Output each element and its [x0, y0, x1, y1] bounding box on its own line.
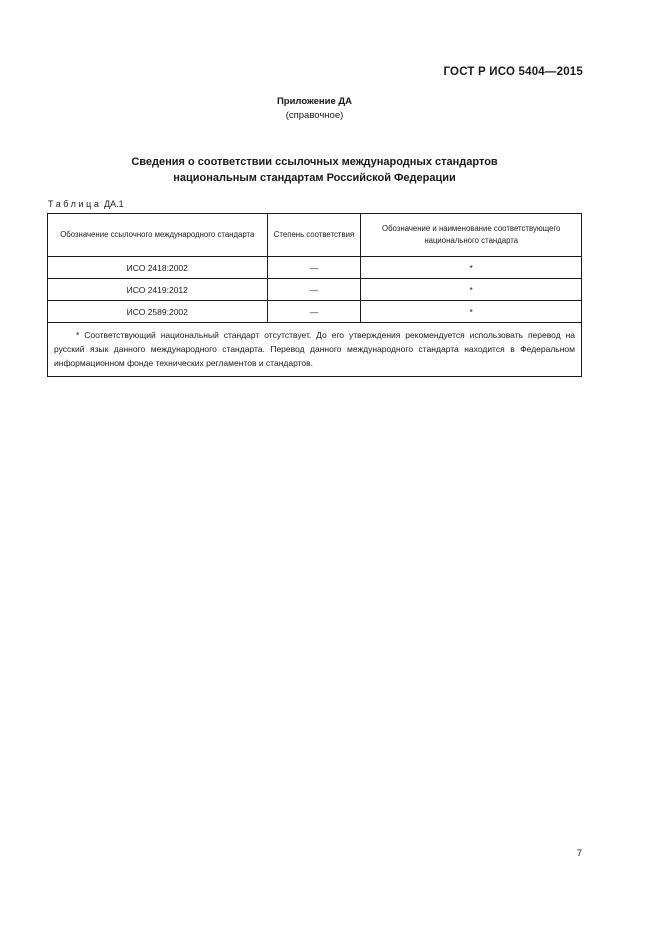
section-title-line2: национальным стандартам Российской Федерации [173, 172, 456, 184]
cell-standard: ИСО 2419:2012 [48, 279, 268, 301]
cell-standard: ИСО 2589:2002 [48, 301, 268, 323]
appendix-heading [0, 95, 629, 123]
cell-national: * [361, 301, 582, 323]
table-caption-word: Таблица [48, 199, 102, 209]
header-degree-of-correspondence: Степень соответствия [267, 214, 361, 257]
table-caption-id: ДА.1 [104, 199, 124, 209]
table-row [48, 279, 582, 301]
table-row [48, 301, 582, 323]
section-title [0, 154, 629, 186]
header-international-standard: Обозначение ссылочного международного стандарта [48, 214, 268, 257]
standards-correspondence-table [47, 213, 582, 377]
cell-national: * [361, 279, 582, 301]
cell-degree: — [267, 257, 361, 279]
cell-standard: ИСО 2418:2002 [48, 257, 268, 279]
appendix-title: Приложение ДА [276, 96, 353, 107]
table-header-row [48, 214, 582, 257]
cell-degree: — [267, 301, 361, 323]
table-footnote-cell [48, 323, 582, 377]
table-row [48, 257, 582, 279]
section-title-line1: Сведения о соответствии ссылочных международных стандартов [131, 156, 498, 168]
cell-degree: — [267, 279, 361, 301]
header-national-standard: Обозначение и наименование соответствующего национального стандарта [361, 214, 582, 257]
table-footnote: * Соответствующий национальный стандарт отсутствует. До его утверждения рекомендуется использовать перевод на русский язык данного международного стандарта. Перевод данного международного стандарта находится в Федеральном информационном фонде технических регламентов и стандартов. [54, 330, 575, 368]
cell-national: * [361, 257, 582, 279]
appendix-subtitle: (справочное) [285, 110, 344, 121]
table-caption [48, 199, 124, 209]
document-code: ГОСТ Р ИСО 5404—2015 [443, 66, 583, 78]
page-number: 7 [576, 848, 582, 859]
table-footnote-row [48, 323, 582, 377]
